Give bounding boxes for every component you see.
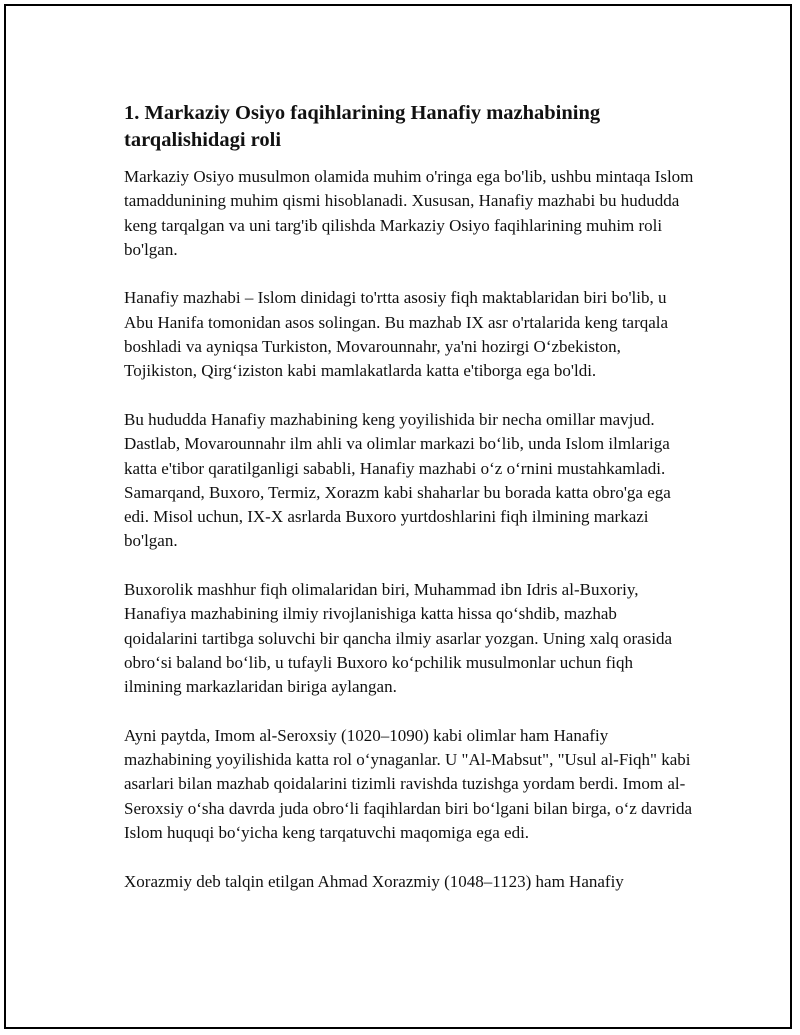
paragraph-3: Bu hududda Hanafiy mazhabining keng yoyilishida bir necha omillar mavjud. Dastlab, Movarounnahr ilm ahli va olimlar markazi bo‘lib, unda Islom ilmlariga katta e'tibor qaratilganligi sababli, Hanafiy mazhabi o‘z o‘rnini mustahkamladi. Samarqand, Buxoro, Termiz, Xorazm kabi shaharlar bu borada katta obro'ga ega edi. Misol uchun, IX-X asrlarda Buxoro yurtdoshlarini fiqh ilmining markazi bo'lgan. bbox=[124, 409, 671, 551]
paragraph-2: Hanafiy mazhabi – Islom dinidagi to'rtta asosiy fiqh maktablaridan biri bo'lib, u Abu Hanifa tomonidan asos solingan. Bu mazhab IX asr o'rtalarida keng tarqala boshladi va ayniqsa Turkiston, Movarounnahr, ya'ni hozirgi O‘zbekiston, Tojikiston, Qirg‘iziston kabi mamlakatlarda katta e'tiborga ega bo'ldi. bbox=[124, 288, 669, 381]
section-heading: 1. Markaziy Osiyo faqihlarining Hanafiy mazhabining tarqalishidagi roli bbox=[124, 102, 601, 151]
paragraph-5: Ayni paytda, Imom al-Seroxsiy (1020–1090) kabi olimlar ham Hanafiy mazhabining yoyilishida katta rol o‘ynaganlar. U "Al-Mabsut", "Usul al-Fiqh" kabi asarlari bilan mazhab qoidalarini tizimli ravishda tuzishga yordam berdi. Imom al-Seroxsiy o‘sha davrda juda obro‘li faqihlardan biri bo‘lgani bilan birga, o‘z davrida Islom huquqi bo‘yicha keng tarqatuvchi maqomiga ega edi. bbox=[124, 725, 693, 843]
document-body bbox=[124, 100, 694, 894]
page-frame bbox=[4, 4, 792, 1029]
paragraph-4: Buxorolik mashhur fiqh olimalaridan biri, Muhammad ibn Idris al-Buxoriy, Hanafiya mazhabining ilmiy rivojlanishiga katta hissa qo‘shdib, mazhab qoidalarini tartibga soluvchi bir qancha ilmiy asarlar yozgan. Uning xalq orasida obro‘si baland bo‘lib, u tufayli Buxoro ko‘pchilik musulmonlar uchun fiqh ilmining markazlaridan biriga aylangan. bbox=[124, 580, 673, 697]
paragraph-6: Xorazmiy deb talqin etilgan Ahmad Xorazmiy (1048–1123) ham Hanafiy bbox=[124, 871, 624, 891]
paragraph-1: Markaziy Osiyo musulmon olamida muhim o'ringa ega bo'lib, ushbu mintaqa Islom tamaddunining muhim qismi hisoblanadi. Xususan, Hanafiy mazhabi bu hududda keng tarqalgan va uni targ'ib qilishda Markaziy Osiyo faqihlarining muhim roli bo'lgan. bbox=[124, 167, 694, 259]
